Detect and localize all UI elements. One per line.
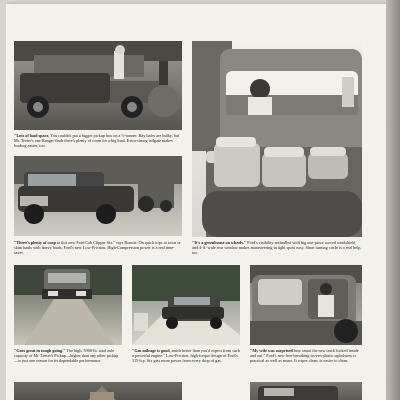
photo-truck-muddy-track (14, 265, 122, 345)
caption-plenty-of-coop: "There's plenty of coop in this new Ford Cab Clipper Six," says Bonnie. On quick trips to town or skim hauls with heavy loads, Ford's new Low-Friction, High-Compression power is a real time-saver. (14, 240, 181, 256)
caption-tough-going: "Goes great in tough going." The high, 5900-lb. total axle capacity of Mr. Teeter's Pickup—higher than any other pickup—is just one reason for its dependable performance. (14, 348, 119, 364)
caption-wife-surprised: "My wife was surprised how smart the new truck looked inside and out." Ford's new free-breathing woven plastic upholstery is practical as well as smart. It wipes clean, is easier to clean. (250, 348, 359, 364)
photo-bottom-left (14, 382, 182, 400)
caption-load-space: "Lots of load space. You couldn't put a bigger pickup box on a ½-tonner. Hay bales are bulky, but Mr. Teeter's one Ranger finds there's plenty of room for a big load. Extra-strong tailgate makes loading easier, too. (14, 133, 180, 149)
photo-bottom-right (250, 382, 362, 400)
photo-truck-country-road (132, 265, 240, 345)
photo-truck-side-woman (250, 265, 362, 345)
caption-gas-mileage: "Gas mileage is good, much better than you'd expect from such a powerful engine." Low-Friction, high-torque design of Ford's 115-h.p. Six gets more power from every drop of gas. (132, 348, 240, 364)
photo-rear-window-milk-cans (192, 41, 362, 237)
photo-pickup-front (14, 156, 182, 236)
magazine-page (6, 4, 386, 400)
photo-pickup-hay-bales (14, 41, 182, 130)
caption-greenhouse: "It's a greenhouse on wheels." Ford's visibility enthralled with big one-piece curved windshield and 4-ft.-wide rear window makes maneuvering in tight spots easy. Short turning circle is a real help, too. (192, 240, 362, 256)
page-edge (386, 0, 400, 400)
